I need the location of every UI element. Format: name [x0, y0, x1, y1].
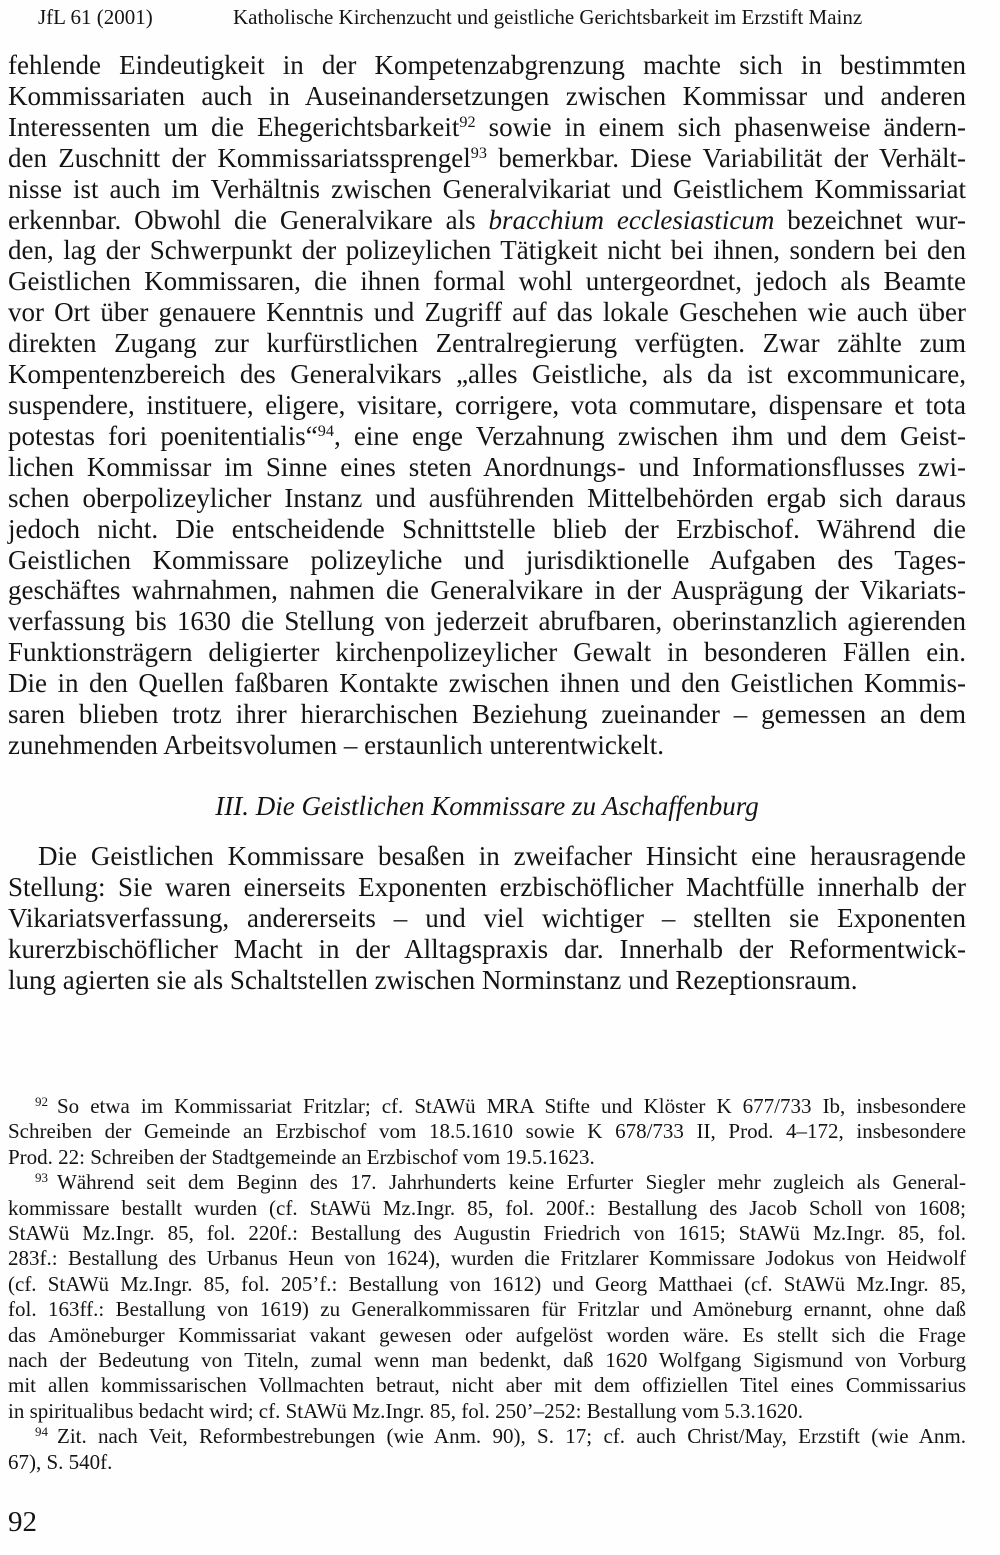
line-text: nach der Bedeutung von Titeln, zumal wenn man bedenkt, daß 1620 Wolfgang Sigismund von Vorburg — [8, 1348, 966, 1373]
line-text: Kommissariaten auch in Auseinandersetzungen zwischen Kommissar und anderen — [8, 80, 966, 111]
line-text: das Amöneburger Kommissariat vakant gewesen oder aufgelöst worden wäre. Es stellt sich die Frage — [8, 1322, 966, 1347]
journal-citation: JfL 61 (2001) — [38, 5, 153, 29]
body-line — [8, 872, 966, 903]
footnote-line — [8, 1196, 966, 1221]
line-text: fol. 163ff.: Bestallung von 1619) zu Generalkommissaren für Fritzlar und Amöneburg ernannt, ohne daß — [8, 1297, 966, 1322]
footnote-line — [8, 1272, 966, 1297]
line-text: kommissare bestallt wurden (cf. StAWü Mz.Ingr. 85, fol. 200f.: Bestallung des Jacob Scholl von 1608; — [8, 1195, 966, 1220]
footnote-94 — [8, 1424, 966, 1475]
line-text: den Zuschnitt der Kommissariatssprengel — [8, 142, 471, 173]
body-line — [8, 50, 966, 81]
line-text: direkten Zugang zur kurfürstlichen Zentralregierung verfügten. Zwar zählte zum — [8, 328, 966, 359]
line-text: mit allen kommissarischen Vollmachten betraut, nicht aber mit dem offiziellen Titel eines Commissarius — [8, 1373, 966, 1398]
footnote-line — [8, 1323, 966, 1348]
body-line — [8, 235, 966, 266]
line-text: Die Geistlichen Kommissare besaßen in zweifacher Hinsicht eine herausragende — [38, 841, 966, 871]
footnote-line — [8, 1297, 966, 1322]
footnote-line — [8, 1348, 966, 1373]
line-text: Geistlichen Kommissare polizeyliche und jurisdiktionelle Aufgaben des Tages- — [8, 544, 966, 575]
footnote-line — [8, 1373, 966, 1398]
line-text: den, lag der Schwerpunkt der polizeylichen Tätigkeit nicht bei ihnen, sondern bei den — [8, 235, 966, 266]
body-line — [8, 637, 966, 668]
footnote-line — [8, 1450, 966, 1475]
line-text: 67), S. 540f. — [8, 1449, 113, 1474]
body-paragraph — [8, 841, 966, 996]
line-text: 283f.: Bestallung des Urbanus Heun von 1624), wurden die Fritzlarer Kommissare Jodokus von Heidwolf — [8, 1246, 966, 1271]
body-line — [8, 699, 966, 730]
line-text: jedoch nicht. Die entscheidende Schnittstelle blieb der Erzbischof. Während die — [8, 513, 966, 544]
body-line — [8, 297, 966, 328]
footnote-number: 94 — [35, 1424, 48, 1440]
footnote-line — [8, 1094, 966, 1119]
body-line — [8, 575, 966, 606]
line-text: in spiritualibus bedacht wird; cf. StAWü Mz.Ingr. 85, fol. 250’–252: Bestallung vom 5.3.1620. — [8, 1398, 804, 1423]
line-text: bezeichnet wur- — [774, 204, 966, 235]
body-line — [8, 81, 966, 112]
line-text: schen oberpolizeylicher Instanz und ausführenden Mittelbehörden ergab sich daraus — [8, 482, 966, 513]
footnote-line — [8, 1399, 966, 1424]
body-line — [8, 359, 966, 390]
line-text: StAWü Mz.Ingr. 85, fol. 220f.: Bestallung des Augustin Friedrich von 1615; StAWü Mz.Ingr. 85, fol. — [8, 1221, 966, 1246]
line-text: Die in den Quellen faßbaren Kontakte zwischen ihnen und den Geistlichen Kommis- — [8, 668, 966, 699]
page-number: 92 — [8, 1506, 37, 1538]
section-heading: III. Die Geistlichen Kommissare zu Aschaffenburg — [215, 791, 759, 821]
line-text: Schreiben der Gemeinde an Erzbischof vom 18.5.1610 sowie K 678/733 II, Prod. 4–172, insbesondere — [8, 1119, 966, 1144]
body-line — [8, 965, 966, 996]
line-text: (cf. StAWü Mz.Ingr. 85, fol. 205’f.: Bestallung von 1612) und Georg Matthaei (cf. StAWü Mz.Ingr. 85, — [8, 1271, 966, 1296]
line-text: Kompentenzbereich des Generalvikars „alles Geistliche, als da ist excommunicare, — [8, 359, 966, 390]
footnote-line — [8, 1424, 966, 1449]
body-line — [8, 452, 966, 483]
body-line — [8, 266, 966, 297]
line-text: Prod. 22: Schreiben der Stadtgemeinde an Erzbischof vom 19.5.1623. — [8, 1144, 595, 1169]
body-line — [8, 545, 966, 576]
footnote-line — [8, 1246, 966, 1271]
body-line — [8, 841, 966, 872]
line-text: kurerzbischöflicher Macht in der Alltagspraxis dar. Innerhalb der Reformentwick- — [8, 933, 966, 964]
line-text: Geistlichen Kommissaren, die ihnen formal wohl untergeordnet, jedoch als Beamte — [8, 266, 966, 297]
body-line — [8, 903, 966, 934]
line-text: potestas fori poenitentialis“ — [8, 420, 318, 451]
line-text: So etwa im Kommissariat Fritzlar; cf. StAWü MRA Stifte und Klöster K 677/733 Ib, insbesondere — [57, 1094, 966, 1118]
footnote-reference: 94 — [317, 421, 334, 440]
footnote-line — [8, 1221, 966, 1246]
body-line — [8, 934, 966, 965]
footnote-line — [8, 1145, 966, 1170]
line-text: zunehmenden Arbeitsvolumen – erstaunlich unterentwickelt. — [8, 729, 665, 760]
line-text: Funktionsträgern deligierter kirchenpolizeylicher Gewalt in besonderen Fällen ein. — [8, 637, 966, 668]
body-line — [8, 143, 966, 174]
running-header — [38, 5, 862, 29]
footnote-number: 92 — [35, 1094, 48, 1109]
line-text: Stellung: Sie waren einerseits Exponenten erzbischöflicher Machtfülle innerhalb der — [8, 871, 966, 902]
body-line — [8, 483, 966, 514]
line-text: sowie in einem sich phasenweise ändern- — [475, 111, 966, 142]
body-line — [8, 606, 966, 637]
line-text: fehlende Eindeutigkeit in der Kompetenzabgrenzung machte sich in bestimmten — [8, 50, 966, 80]
italic-term: bracchium ecclesiasticum — [488, 204, 775, 235]
body-line — [8, 174, 966, 205]
line-text: Zit. nach Veit, Reformbestrebungen (wie Anm. 90), S. 17; cf. auch Christ/May, Erzstift (wie Anm. — [57, 1424, 966, 1449]
line-text: bemerkbar. Diese Variabilität der Verhält- — [486, 142, 967, 173]
body-line — [8, 112, 966, 143]
footnote-reference: 93 — [470, 143, 487, 162]
body-line — [8, 205, 966, 236]
body-line — [8, 421, 966, 452]
footnote-92 — [8, 1094, 966, 1170]
body-line — [8, 514, 966, 545]
line-text: lichen Kommissar im Sinne eines steten Anordnungs- und Informationsflusses zwi- — [8, 451, 966, 482]
body-line — [8, 390, 966, 421]
footnote-number: 93 — [35, 1170, 48, 1186]
line-text: Interessenten um die Ehegerichtsbarkeit — [8, 111, 460, 142]
footnote-reference: 92 — [459, 112, 476, 131]
line-text: Während seit dem Beginn des 17. Jahrhunderts keine Erfurter Siegler mehr zugleich als General- — [57, 1170, 966, 1195]
line-text: saren blieben trotz ihrer hierarchischen Beziehung zueinander – gemessen an dem — [8, 699, 966, 730]
body-line — [8, 730, 966, 761]
footnote-line — [8, 1119, 966, 1144]
footnote-line — [8, 1170, 966, 1195]
line-text: verfassung bis 1630 die Stellung von jederzeit abrufbaren, oberinstanzlich agierenden — [8, 606, 966, 637]
line-text: nisse ist auch im Verhältnis zwischen Generalvikariat und Geistlichem Kommissariat — [8, 173, 966, 204]
line-text: geschäftes wahrnahmen, nahmen die Generalvikare in der Ausprägung der Vikariats- — [8, 575, 966, 606]
line-text: erkennbar. Obwohl die Generalvikare als — [8, 204, 489, 235]
body-line — [8, 668, 966, 699]
line-text: Vikariatsverfassung, andererseits – und viel wichtiger – stellten sie Exponenten — [8, 902, 966, 933]
footnote-93 — [8, 1170, 966, 1424]
line-text: lung agierten sie als Schaltstellen zwischen Norminstanz und Rezeptionsraum. — [8, 964, 858, 995]
running-title: Katholische Kirchenzucht und geistliche Gerichtsbarkeit im Erzstift Mainz — [233, 5, 863, 29]
body-paragraph — [8, 50, 966, 761]
line-text: suspendere, instituere, eligere, visitare, corrigere, vota commutare, dispensare et tota — [8, 389, 966, 420]
line-text: , eine enge Verzahnung zwischen ihm und dem Geist- — [333, 420, 966, 451]
line-text: vor Ort über genauere Kenntnis und Zugriff auf das lokale Geschehen wie auch über — [8, 297, 966, 328]
body-line — [8, 328, 966, 359]
footnotes — [8, 1094, 966, 1475]
